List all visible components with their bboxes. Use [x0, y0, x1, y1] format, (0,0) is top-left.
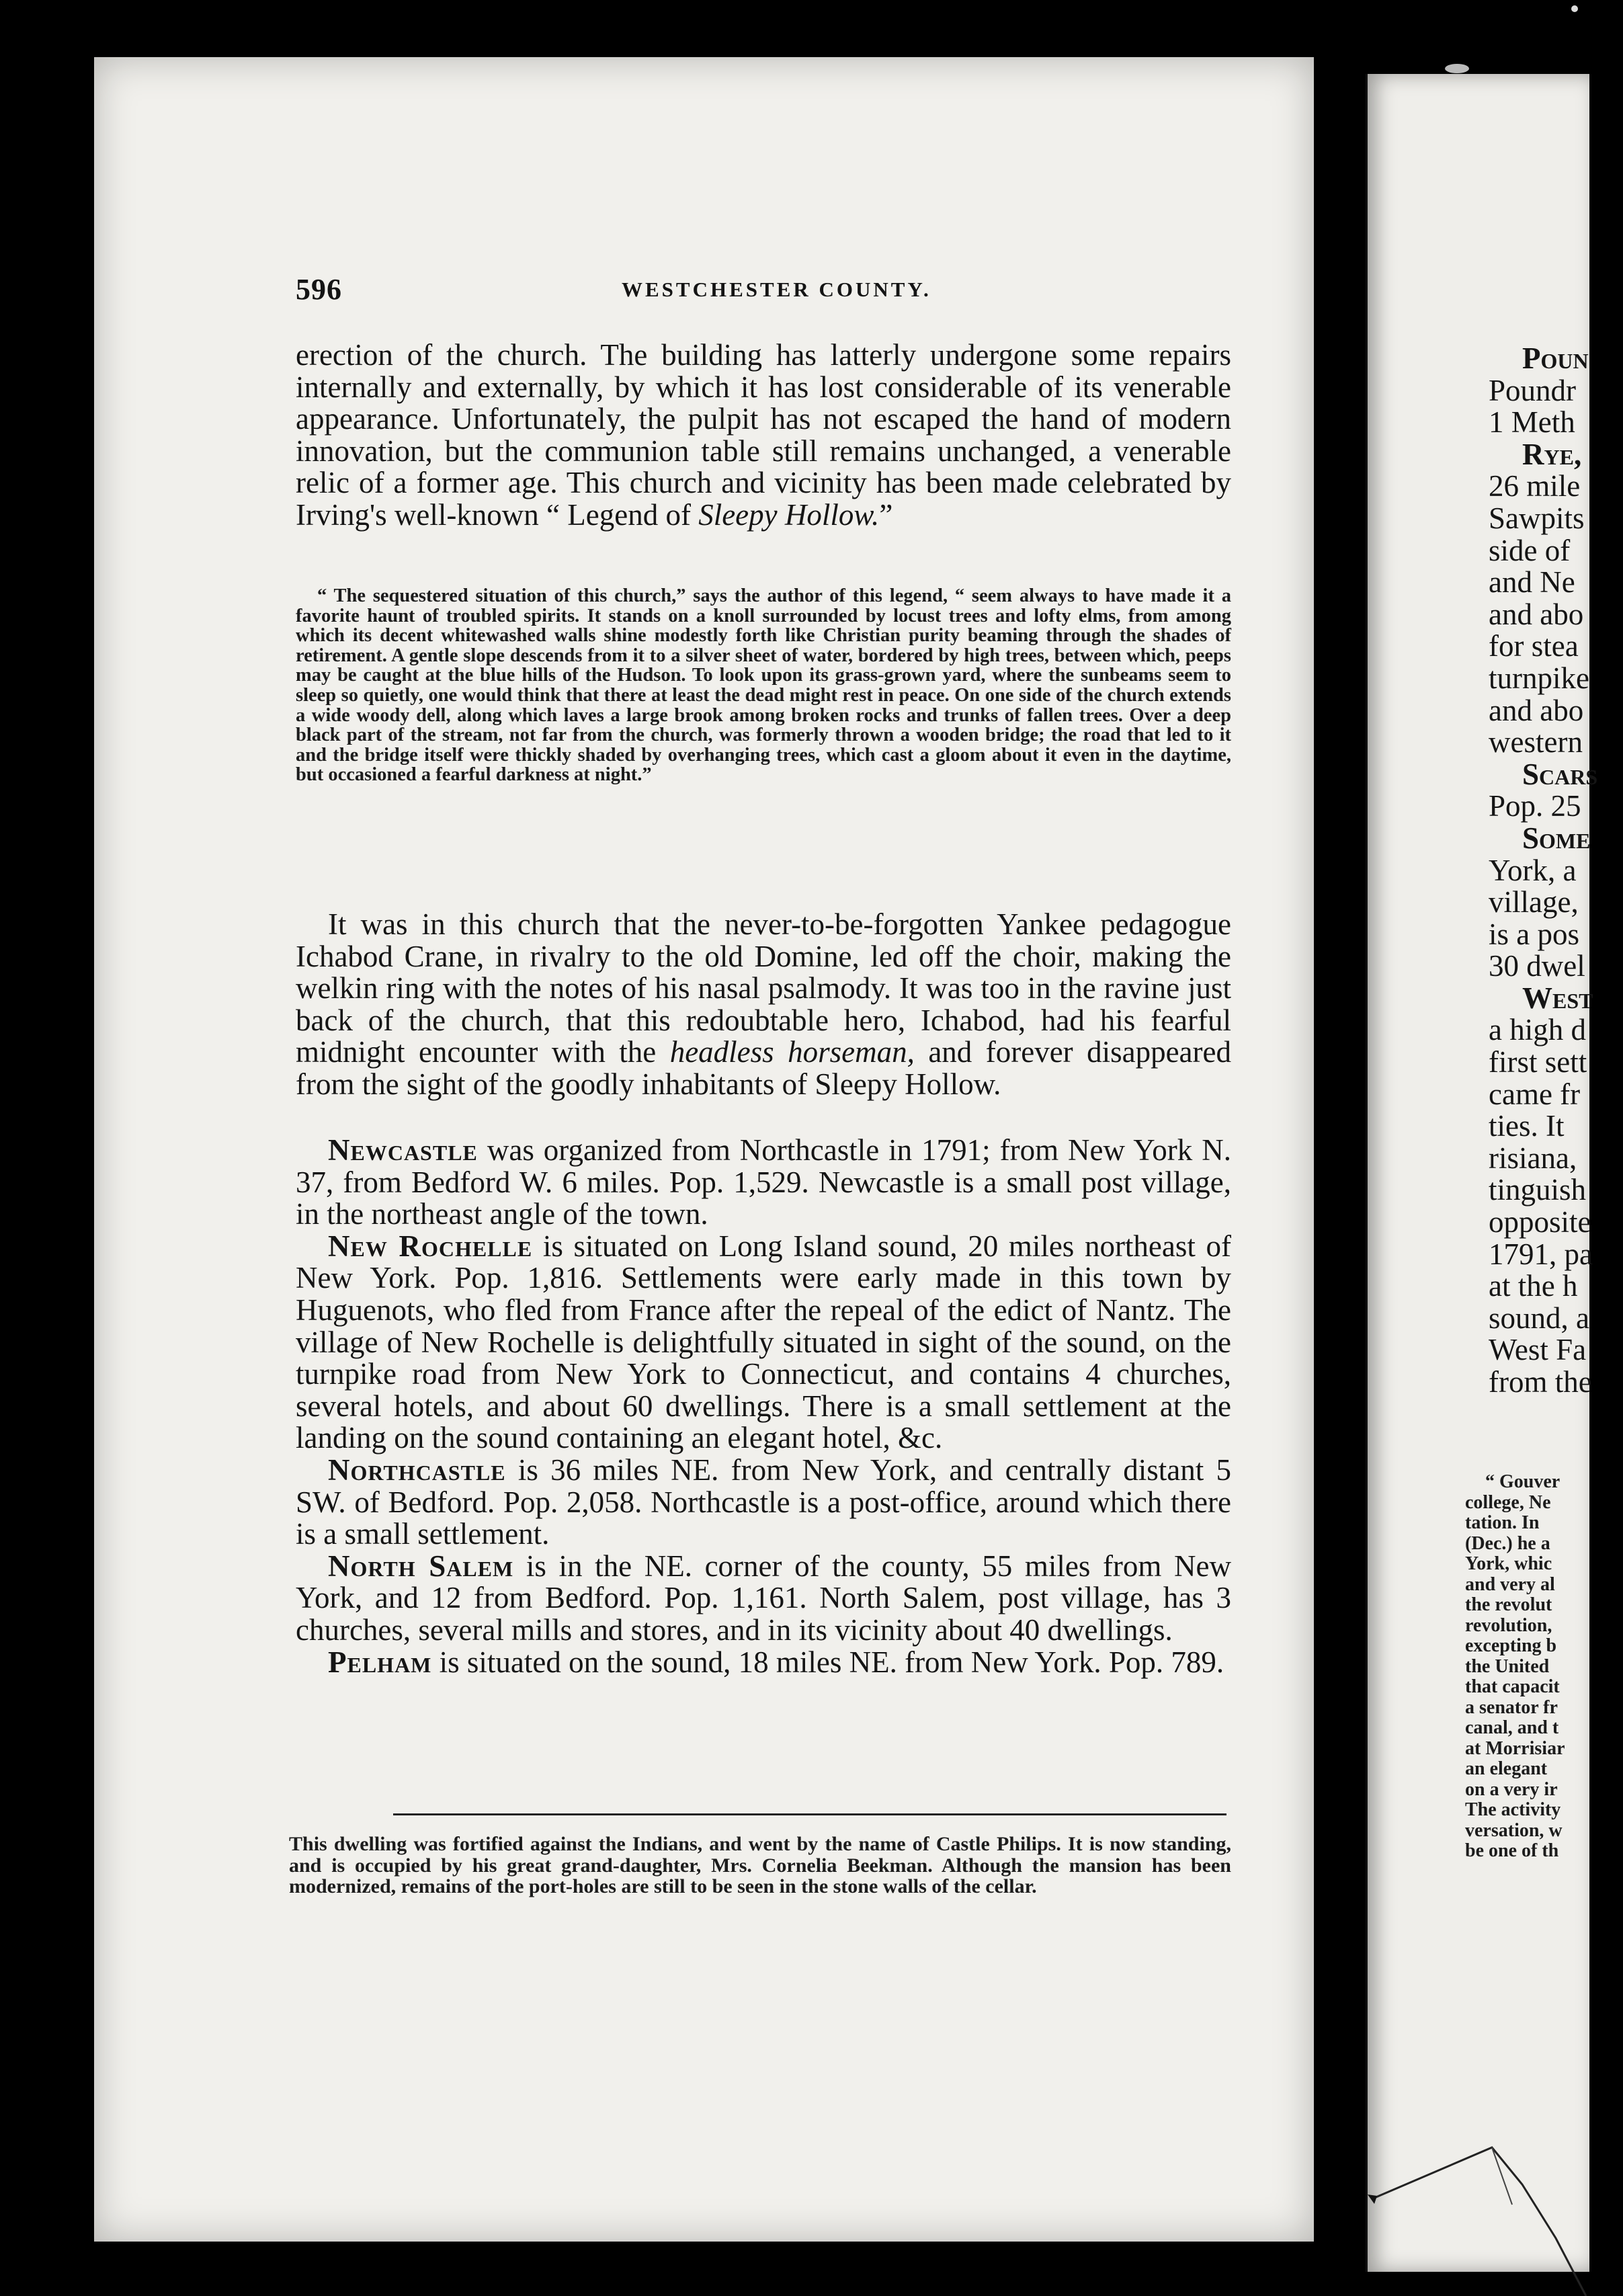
- town-entries: [296, 1135, 1231, 1678]
- right-line: and abo: [1489, 597, 1584, 631]
- right-note-line: “ Gouver: [1485, 1471, 1560, 1492]
- right-note-line: versation, w: [1465, 1819, 1563, 1841]
- running-head: WESTCHESTER COUNTY.: [622, 278, 931, 301]
- block-quote: [296, 586, 1231, 785]
- right-line: village,: [1489, 885, 1579, 919]
- right-line: West Fa: [1489, 1333, 1587, 1367]
- right-line: Poun: [1522, 341, 1589, 375]
- right-line: Scars: [1522, 757, 1598, 791]
- town-text: is in the NE. corner of the county, 55 miles from New York, and 12 from Bedford. Pop. 1,161. North Salem, post village, has 3 churches, several mills and stores, and in its vicinity about 40 dwellings.: [296, 1549, 1232, 1647]
- town-entry-pelham: [296, 1647, 1231, 1679]
- town-text: is situated on Long Island sound, 20 miles northeast of New York. Pop. 1,816. Settlements were early made in this town by Huguenots, who fled from France after the repeal of the edict of Nantz. The village of New Rochelle is delightfully situated in sight of the sound, on the turnpike road from New York to Connecticut, and contains 4 churches, several hotels, and about 60 dwellings. There is a small settlement at the landing on the sound containing an elegant hotel, &c.: [296, 1229, 1231, 1455]
- right-note-line: and very al: [1465, 1573, 1555, 1595]
- right-note-line: canal, and t: [1465, 1717, 1559, 1738]
- legend-close-quote: ”: [879, 497, 893, 532]
- paragraph-ichabod: [296, 909, 1231, 1101]
- paragraph-ichabod-text: [296, 909, 1231, 1101]
- right-note-line: at Morrisiar: [1465, 1737, 1565, 1759]
- right-line: side of: [1489, 533, 1571, 567]
- right-note-line: tation. In: [1465, 1512, 1540, 1533]
- scan-speck: [1445, 64, 1469, 73]
- right-line: came fr: [1489, 1077, 1581, 1111]
- right-line: for stea: [1489, 629, 1579, 663]
- paragraph-church-text: [296, 339, 1231, 532]
- right-line: from the: [1489, 1365, 1592, 1399]
- right-note-line: revolution,: [1465, 1614, 1552, 1636]
- right-line: 1791, pa: [1489, 1237, 1593, 1271]
- right-line: Sawpits: [1489, 501, 1585, 535]
- town-entry-new-rochelle: [296, 1231, 1231, 1454]
- right-note-line: be one of th: [1465, 1840, 1559, 1861]
- right-line: 30 dwel: [1489, 949, 1585, 983]
- ichabod-text-a: It was in this church that the never-to-be-forgotten Yankee pedagogue Ichabod Crane, in rivalry to the old Domine, led off the choir, making the welkin ring with the notes of his nasal psalmody. It was too in the ravine just back of the church, that this redoubtable hero, Ichabod, had his fearful midnight encounter with the: [296, 907, 1231, 1069]
- pen-mark-drawing: [1354, 2084, 1586, 2296]
- page-header: [296, 272, 1237, 313]
- right-line: Pop. 25: [1489, 789, 1581, 823]
- right-note-line: York, whic: [1465, 1553, 1552, 1574]
- right-note-line: an elegant: [1465, 1758, 1548, 1779]
- right-line: turnpike: [1489, 661, 1589, 695]
- right-note-line: excepting b: [1465, 1635, 1557, 1656]
- town-text: was organized from Northcastle in 1791; from New York N. 37, from Bedford W. 6 miles. Pop. 1,529. Newcastle is a small post village, in the northeast angle of the town.: [296, 1133, 1231, 1231]
- town-name: North Salem: [328, 1549, 514, 1583]
- right-line: and Ne: [1489, 565, 1575, 600]
- town-entry-northcastle: [296, 1454, 1231, 1551]
- town-entry-newcastle: [296, 1135, 1231, 1231]
- town-name: Northcastle: [328, 1452, 506, 1487]
- right-line: Rye,: [1522, 437, 1582, 471]
- right-note-line: that capacit: [1465, 1676, 1560, 1697]
- right-note-line: The activity: [1465, 1799, 1561, 1820]
- right-note-line: a senator fr: [1465, 1696, 1558, 1718]
- right-line: a high d: [1489, 1013, 1586, 1047]
- right-line: first sett: [1489, 1045, 1587, 1079]
- town-name: Newcastle: [328, 1133, 478, 1167]
- town-text: is situated on the sound, 18 miles NE. from New York. Pop. 789.: [431, 1645, 1224, 1679]
- headless-horseman: headless horseman,: [669, 1035, 915, 1069]
- right-line: sound, a: [1489, 1301, 1589, 1335]
- town-entry-north-salem: [296, 1551, 1231, 1647]
- right-page-text: [1489, 343, 1623, 1399]
- right-line: opposite: [1489, 1205, 1591, 1239]
- right-note-line: the United: [1465, 1655, 1550, 1677]
- right-page-notes: [1465, 1472, 1599, 1862]
- legend-title: Sleepy Hollow.: [698, 497, 880, 532]
- footnote-rule: [393, 1813, 1226, 1815]
- right-line: and abo: [1489, 693, 1584, 727]
- right-note-line: the revolut: [1465, 1594, 1552, 1615]
- right-line: 1 Meth: [1489, 405, 1575, 440]
- ichabod-text-b: and forever disappeared from the sight of the goodly inhabitants of Sleepy Hollow.: [296, 1035, 1231, 1101]
- right-note-line: college, Ne: [1465, 1491, 1551, 1513]
- footnote: [289, 1834, 1231, 1897]
- paragraph-church: [296, 339, 1231, 532]
- town-text: is 36 miles NE. from New York, and centrally distant 5 SW. of Bedford. Pop. 2,058. Northcastle is a post-office, around which there is a small settlement.: [296, 1452, 1231, 1551]
- right-line: western: [1489, 725, 1583, 760]
- right-line: York, a: [1489, 853, 1577, 887]
- town-name: New Rochelle: [328, 1229, 533, 1263]
- quote-text: “ The sequestered situation of this church,” says the author of this legend, “ seem always to have made it a favorite haunt of troubled spirits. It stands on a knoll surrounded by locust trees and lofty elms, from among which its decent whitewashed walls shine modestly forth like Christian purity beaming through the shades of retirement. A gentle slope descends from it to a silver sheet of water, bordered by high trees, between which, peeps may be caught at the blue hills of the Hudson. To look upon its grass-grown yard, where the sunbeams seem to sleep so quietly, one would think that there at least the dead might rest in peace. On one side of the church extends a wide woody dell, along which laves a large brook among broken rocks and trunks of fallen trees. Over a deep black part of the stream, not far from the church, was formerly thrown a wooden bridge; the road that led to it and the bridge itself were thickly shaded by overhanging trees, which cast a gloom about it even in the daytime, but occasioned a fearful darkness at night.”: [296, 585, 1231, 786]
- right-line: risiana,: [1489, 1141, 1577, 1175]
- town-name: Pelham: [328, 1645, 432, 1679]
- right-line: is a pos: [1489, 917, 1579, 951]
- footnote-text: This dwelling was fortified against the Indians, and went by the name of Castle Philips. It is now standing, and is occupied by his great grand-daughter, Mrs. Cornelia Beekman. Although the mansion has been modernized, remains of the port-holes are still to be seen in the stone walls of the cellar.: [289, 1833, 1231, 1897]
- right-line: 26 mile: [1489, 469, 1581, 503]
- page-number: 596: [296, 273, 342, 306]
- right-note-line: (Dec.) he a: [1465, 1532, 1550, 1554]
- scan-speck: [1571, 5, 1578, 12]
- right-line: at the h: [1489, 1269, 1578, 1303]
- right-line: tinguish: [1489, 1173, 1587, 1207]
- right-line: ties. It: [1489, 1109, 1565, 1143]
- right-line: West: [1522, 981, 1593, 1015]
- right-note-line: on a very ir: [1465, 1778, 1558, 1800]
- right-line: Some: [1522, 821, 1591, 855]
- church-text: erection of the church. The building has latterly undergone some repairs internally and externally, by which it has lost considerable of its venerable appearance. Unfortunately, the pulpit has not escaped the hand of modern innovation, but the communion table still remains unchanged, a venerable relic of a former age. This church and vicinity has been made celebrated by Irving's well-known “ Legend of: [296, 338, 1231, 532]
- right-line: Poundr: [1489, 373, 1577, 407]
